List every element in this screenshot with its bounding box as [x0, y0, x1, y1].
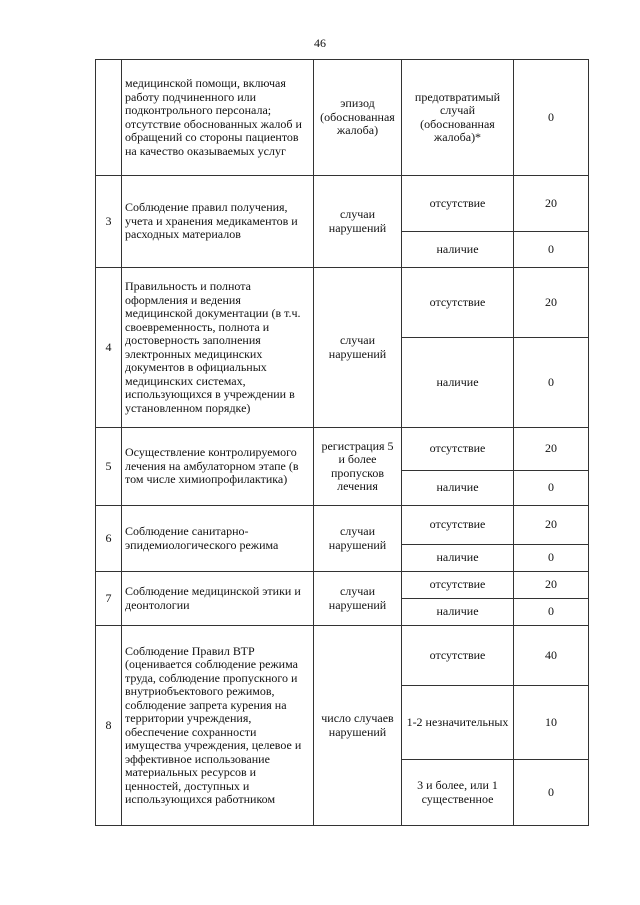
- row-number: 7: [96, 572, 122, 626]
- measurement-unit: случаи нарушений: [314, 176, 402, 268]
- measurement-unit: эпизод (обоснованная жалоба): [314, 60, 402, 176]
- score-cell: 10: [514, 686, 589, 760]
- table-row: [96, 60, 589, 176]
- condition-cell: 1-2 незначительных: [402, 686, 514, 760]
- score-cell: 0: [514, 232, 589, 268]
- score-cell: 40: [514, 626, 589, 686]
- condition-cell: отсутствие: [402, 506, 514, 545]
- criterion-description: Осуществление контролируемого лечения на амбулаторном этапе (в том числе химиопрофилактика): [122, 428, 314, 506]
- criterion-description: Соблюдение медицинской этики и деонтологии: [122, 572, 314, 626]
- condition-cell: наличие: [402, 338, 514, 428]
- score-cell: 20: [514, 428, 589, 471]
- measurement-unit: число случаев нарушений: [314, 626, 402, 826]
- table-row: [96, 268, 589, 338]
- row-number: 6: [96, 506, 122, 572]
- condition-cell: предотвратимый случай (обоснованная жалоба)*: [402, 60, 514, 176]
- score-cell: 20: [514, 506, 589, 545]
- page-number: 46: [314, 36, 326, 50]
- score-cell: 0: [514, 599, 589, 626]
- row-number: 3: [96, 176, 122, 268]
- criterion-description: Соблюдение Правил ВТР (оценивается соблюдение режима труда, соблюдение пропускного и внутриобъектового режимов, соблюдение запрета курения на территории учреждения, обеспечение сохранности имущества учреждения, целевое и эффективное использование материальных ресурсов и ценностей, доступных и использующихся работником: [122, 626, 314, 826]
- score-cell: 0: [514, 545, 589, 572]
- measurement-unit: регистрация 5 и более пропусков лечения: [314, 428, 402, 506]
- criterion-description: Правильность и полнота оформления и ведения медицинской документации (в т.ч. своевременность, полнота и достоверность заполнения электронных медицинских документов в официальных медицинских системах, использующихся в учреждении в установленном порядке): [122, 268, 314, 428]
- score-cell: 20: [514, 176, 589, 232]
- table-row: [96, 572, 589, 599]
- condition-cell: отсутствие: [402, 176, 514, 232]
- condition-cell: наличие: [402, 599, 514, 626]
- table-row: [96, 506, 589, 545]
- score-cell: 0: [514, 471, 589, 506]
- condition-cell: отсутствие: [402, 572, 514, 599]
- table-row: [96, 626, 589, 686]
- row-number: 5: [96, 428, 122, 506]
- score-cell: 0: [514, 338, 589, 428]
- condition-cell: отсутствие: [402, 626, 514, 686]
- condition-cell: отсутствие: [402, 268, 514, 338]
- score-cell: 0: [514, 760, 589, 826]
- score-cell: 20: [514, 572, 589, 599]
- criteria-table: [95, 59, 589, 826]
- score-cell: 0: [514, 60, 589, 176]
- criterion-description: Соблюдение правил получения, учета и хранения медикаментов и расходных материалов: [122, 176, 314, 268]
- criterion-description: Соблюдение санитарно-эпидемиологического режима: [122, 506, 314, 572]
- measurement-unit: случаи нарушений: [314, 506, 402, 572]
- condition-cell: наличие: [402, 471, 514, 506]
- condition-cell: наличие: [402, 232, 514, 268]
- table-row: [96, 176, 589, 232]
- row-number: [96, 60, 122, 176]
- row-number: 4: [96, 268, 122, 428]
- row-number: 8: [96, 626, 122, 826]
- table-row: [96, 428, 589, 471]
- measurement-unit: случаи нарушений: [314, 268, 402, 428]
- measurement-unit: случаи нарушений: [314, 572, 402, 626]
- score-cell: 20: [514, 268, 589, 338]
- criterion-description: медицинской помощи, включая работу подчиненного или подконтрольного персонала; отсутствие обоснованных жалоб и обращений со стороны пациентов на качество оказываемых услуг: [122, 60, 314, 176]
- condition-cell: 3 и более, или 1 существенное: [402, 760, 514, 826]
- condition-cell: отсутствие: [402, 428, 514, 471]
- condition-cell: наличие: [402, 545, 514, 572]
